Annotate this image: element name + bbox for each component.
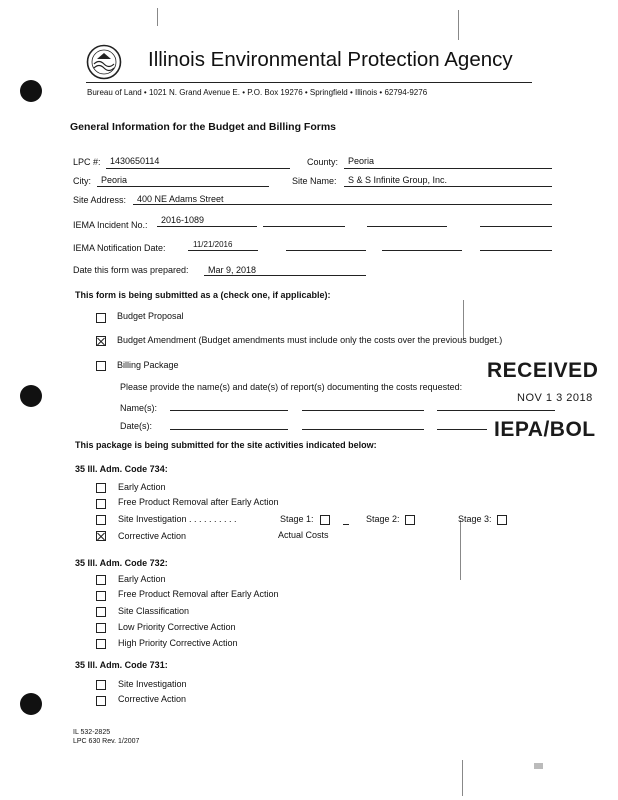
732-free-product-checkbox[interactable] [96,591,106,601]
734-site-investigation-label: Site Investigation . . . . . . . . . . [118,514,237,524]
731-site-investigation-checkbox[interactable] [96,680,106,690]
agency-address: Bureau of Land • 1021 N. Grand Avenue E. • P.O. Box 19276 • Springfield • Illinois • 62794-9276 [87,88,428,97]
county-value[interactable]: Peoria [348,156,375,166]
732-early-action-label: Early Action [118,574,166,584]
budget-amendment-checkbox[interactable] [96,336,106,346]
form-code: IL 532-2825 [73,729,111,736]
billing-package-label: Billing Package [117,360,179,370]
lpc-value[interactable]: 1430650114 [110,156,160,166]
budget-amendment-label: Budget Amendment (Budget amendments must include only the costs over the previous budget.) [117,335,503,345]
header-rule [86,82,532,83]
provide-names-instruction: Please provide the name(s) and date(s) of report(s) documenting the costs requested: [120,382,463,392]
732-high-priority-checkbox[interactable] [96,639,106,649]
page-mark [534,763,543,769]
names-label: Name(s): [120,403,158,413]
activities-heading: This package is being submitted for the site activities indicated below: [75,440,377,450]
732-free-product-label: Free Product Removal after Early Action [118,589,279,599]
dates-label: Date(s): [120,421,153,431]
city-label: City: [73,176,91,186]
code-734-heading: 35 Ill. Adm. Code 734: [75,464,168,474]
form-title: General Information for the Budget and Billing Forms [70,121,337,133]
dates-field[interactable] [170,429,288,430]
734-site-investigation-checkbox[interactable] [96,515,106,525]
budget-proposal-label: Budget Proposal [117,311,184,321]
budget-proposal-checkbox[interactable] [96,313,106,323]
731-site-investigation-label: Site Investigation [118,679,187,689]
731-corrective-action-checkbox[interactable] [96,696,106,706]
734-early-action-checkbox[interactable] [96,483,106,493]
stage-3-checkbox[interactable] [497,515,507,525]
punch-hole-top [20,80,42,102]
iema-notification-value[interactable]: 11/21/2016 [193,240,233,249]
form-revision: LPC 630 Rev. 1/2007 [73,738,140,745]
agency-name: Illinois Environmental Protection Agency [148,48,513,71]
stage-1-label: Stage 1: [280,514,314,524]
county-label: County: [307,157,339,167]
732-early-action-checkbox[interactable] [96,575,106,585]
734-corrective-action-label: Corrective Action [118,531,187,541]
billing-package-checkbox[interactable] [96,361,106,371]
stage-1-checkbox[interactable] [320,515,330,525]
lpc-label: LPC #: [73,157,101,167]
site-address-label: Site Address: [73,195,127,205]
732-low-priority-checkbox[interactable] [96,623,106,633]
site-name-value[interactable]: S & S Infinite Group, Inc. [348,175,448,185]
site-name-label: Site Name: [292,176,337,186]
agency-seal [86,44,122,80]
stage-2-checkbox[interactable] [405,515,415,525]
734-free-product-checkbox[interactable] [96,499,106,509]
prepared-value[interactable]: Mar 9, 2018 [208,265,257,275]
submitted-as-heading: This form is being submitted as a (check one, if applicable): [75,290,331,300]
actual-costs-label: Actual Costs [278,530,329,540]
prepared-label: Date this form was prepared: [73,265,189,275]
received-stamp-date: NOV 1 3 2018 [517,392,593,404]
734-early-action-label: Early Action [118,482,166,492]
731-corrective-action-label: Corrective Action [118,694,187,704]
732-high-priority-label: High Priority Corrective Action [118,638,238,648]
stage-3-label: Stage 3: [458,514,492,524]
stage-2-label: Stage 2: [366,514,400,524]
punch-hole-bottom [20,693,42,715]
received-stamp: RECEIVED [487,359,599,382]
code-732-heading: 35 Ill. Adm. Code 732: [75,558,168,568]
site-address-value[interactable]: 400 NE Adams Street [137,194,224,204]
732-site-classification-label: Site Classification [118,606,190,616]
names-field[interactable] [170,410,288,411]
iema-incident-value[interactable]: 2016-1089 [161,215,205,225]
732-site-classification-checkbox[interactable] [96,607,106,617]
punch-hole-middle [20,385,42,407]
received-stamp-office: IEPA/BOL [494,418,596,441]
iema-incident-label: IEMA Incident No.: [73,220,148,230]
734-corrective-action-checkbox[interactable] [96,531,106,541]
city-value[interactable]: Peoria [101,175,128,185]
code-731-heading: 35 Ill. Adm. Code 731: [75,660,168,670]
iema-notification-label: IEMA Notification Date: [73,243,166,253]
732-low-priority-label: Low Priority Corrective Action [118,622,236,632]
734-free-product-label: Free Product Removal after Early Action [118,497,279,507]
